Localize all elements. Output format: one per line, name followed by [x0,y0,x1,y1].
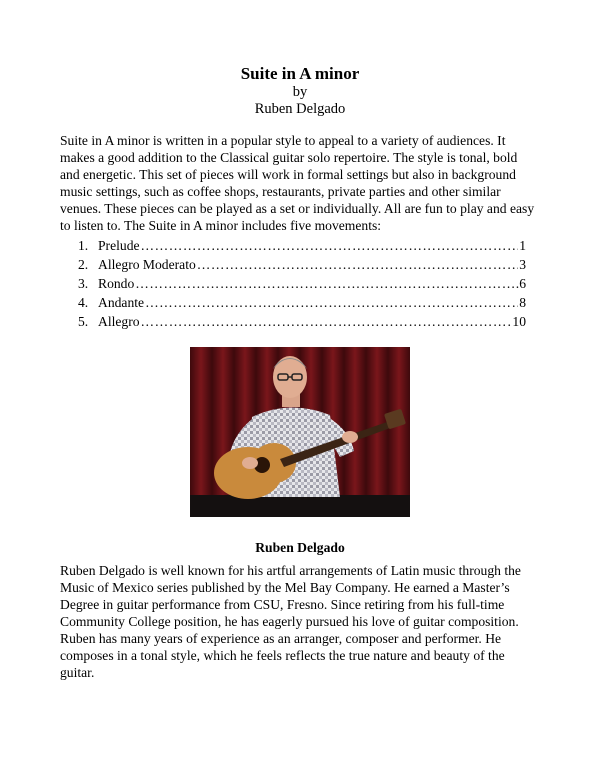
movement-number: 4. [78,295,89,310]
intro-paragraph: Suite in A minor is written in a popular style to appeal to a variety of audiences. It makes a good addition to the Classical guitar solo repertoire. The style is tonal, bold and energetic. This set of pieces will work in formal settings but also in background music settings, such as coffee shops, restaurants, private parties and other similar venues. These pieces can be played as a set or individually. All are fun to play and easy to listen to. The Suite in A minor includes five movements: [60,133,535,233]
dot-leader [197,257,518,273]
movement-number: 1. [78,238,89,253]
dot-leader [141,314,512,330]
list-item [78,276,526,295]
movement-page: 1 [519,238,526,253]
movement-title: Allegro [98,314,140,329]
list-item [78,314,526,333]
movement-page: 8 [519,295,526,310]
photo-caption: Ruben Delgado [255,540,345,555]
page-title: Suite in A minor [240,64,360,83]
dot-leader [145,295,518,311]
dot-leader [141,238,519,254]
movement-title: Prelude [98,238,140,253]
movement-page: 10 [512,314,526,329]
title-block [0,64,600,118]
dot-leader [135,276,515,292]
bio-paragraph: Ruben Delgado is well known for his artful arrangements of Latin music through the Music of Mexico series published by the Mel Bay Company. He earned a Master’s Degree in guitar performance from CSU, Fresno. Since retiring from his full-time Community College position, he has eagerly pursued his love of guitar composition. Ruben has many years of experience as an arranger, composer and performer. He composes in a tonal style, which he feels reflects the true nature and beauty of the guitar. [60,563,521,680]
movement-number: 3. [78,276,89,291]
movement-title: Allegro Moderato [98,257,196,272]
movement-title: Rondo [98,276,135,291]
movement-page: .6 [515,276,526,291]
guitarist-illustration [190,347,410,517]
movements-list [78,238,526,333]
movement-number: 2. [78,257,89,272]
guitarist-photo [190,347,410,517]
author-name: Ruben Delgado [254,101,346,117]
movement-number: 5. [78,314,89,329]
movement-title: Andante [98,295,145,310]
list-item [78,257,526,276]
list-item [78,238,526,257]
by-line: by [292,84,308,100]
movement-page: 3 [519,257,526,272]
list-item [78,295,526,314]
